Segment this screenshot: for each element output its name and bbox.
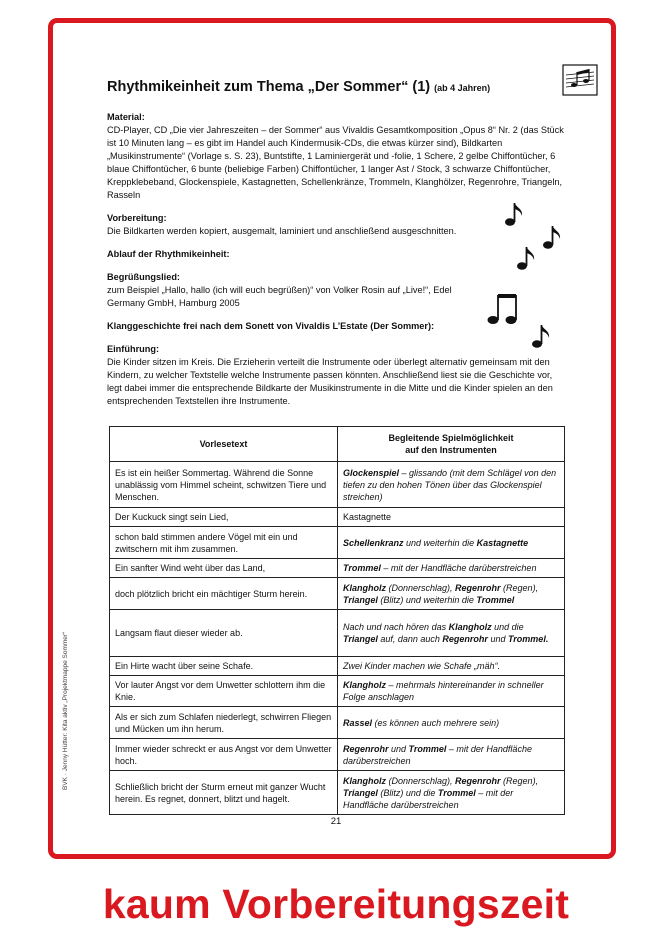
- table-row: [110, 508, 565, 527]
- instruction: – mit der Handfläche darüberstreichen: [380, 563, 537, 573]
- instruction: (Blitz) und die: [377, 787, 438, 798]
- instrument: Trommel: [408, 743, 447, 754]
- instruction: und: [388, 743, 409, 754]
- instruction: – mehrmals hintereinander in schneller Folge anschlagen: [343, 680, 544, 702]
- instrument: Schellenkranz: [343, 537, 404, 548]
- row-text: Als er sich zum Schlafen niederlegt, schwirren Fliegen und Mücken um ihn herum.: [110, 707, 338, 739]
- row-instrument: [338, 508, 565, 527]
- col-vorlesetext-header: Vorlesetext: [110, 427, 338, 462]
- begruessung-section: [107, 271, 567, 310]
- instrument: Kastagnette: [476, 537, 529, 548]
- instruction: Nach und nach hören das: [343, 622, 449, 632]
- row-instrument: [338, 610, 565, 657]
- row-instrument: [338, 559, 565, 578]
- instrument: Trommel: [476, 594, 515, 605]
- einfuehrung-text: Die Kinder sitzen im Kreis. Die Erzieherin verteilt die Instrumente oder überlegt alternativ gemeinsam mit den Kindern, zu welcher Textstelle welche Instrumente passen könnten. Anschließend liest sie die Geschichte vor, legt dabei immer die entsprechende Bildkarte der Musikinstrumente in die Mitte und die Kinder spielen an den entsprechenden Textstellen ihre Instrumente.: [107, 357, 553, 406]
- side-credit: BVK · Jenny Hütter: Kita aktiv „Projektmappe Sommer“: [62, 631, 69, 790]
- instruction: (es können auch mehrere sein): [372, 717, 500, 728]
- row-instrument: [338, 676, 565, 707]
- instruction: und: [487, 634, 508, 644]
- klanggeschichte-label: Klanggeschichte frei nach dem Sonett von Vivaldis L’Estate (Der Sommer):: [107, 321, 435, 331]
- page-title: [107, 78, 567, 97]
- einfuehrung-label: Einführung:: [107, 344, 160, 354]
- instruction: – glissando (mit dem Schlägel von den tiefen zu den hohen Tönen über das Glockenspiel streichen): [343, 467, 557, 502]
- instrument: Trommel: [437, 787, 476, 798]
- table-row: [110, 559, 565, 578]
- row-instrument: [338, 739, 565, 771]
- ablauf-label: Ablauf der Rhythmikeinheit:: [107, 249, 230, 259]
- material-section: [107, 111, 567, 202]
- row-instrument: [338, 527, 565, 559]
- instruction: und weiterhin die: [403, 537, 477, 548]
- einfuehrung-section: [107, 343, 567, 408]
- table-header: [110, 427, 565, 462]
- instruction: (Regen),: [500, 582, 539, 593]
- instrument: Regenrohr: [442, 634, 488, 644]
- instrument: Regenrohr: [455, 582, 501, 593]
- page-number: 21: [330, 816, 342, 827]
- instruction: Zwei Kinder machen wie Schafe „mäh“.: [343, 661, 501, 671]
- table-row: [110, 707, 565, 739]
- instrument: Trommel.: [507, 634, 549, 644]
- row-instrument: [338, 771, 565, 815]
- begruessung-label: Begrüßungslied:: [107, 272, 180, 282]
- row-text: Ein sanfter Wind weht über das Land,: [110, 559, 338, 578]
- instruction: – mit der Handfläche darüberstreichen: [343, 743, 532, 766]
- instrument: Klangholz: [343, 680, 386, 690]
- table-row: [110, 527, 565, 559]
- content: [107, 78, 567, 408]
- instrument: Trommel: [343, 563, 381, 573]
- klanggeschichte-section: [107, 320, 567, 333]
- instrument: Glockenspiel: [343, 467, 400, 478]
- instrument: Regenrohr: [343, 743, 389, 754]
- table-row: [110, 739, 565, 771]
- story-table: [109, 426, 565, 815]
- music-sheet-icon: [562, 64, 598, 96]
- instrument: Triangel: [343, 787, 378, 798]
- vorbereitung-section: [107, 212, 567, 238]
- row-text: schon bald stimmen andere Vögel mit ein und zwitschern mit ihm zusammen.: [110, 527, 338, 559]
- header-line1: Begleitende Spielmöglichkeit: [388, 433, 514, 443]
- instrument: Klangholz: [448, 622, 492, 632]
- instrument: Kastagnette: [343, 512, 392, 522]
- table-row: [110, 657, 565, 676]
- instruction: – mit der Handfläche darüberstreichen: [343, 787, 514, 810]
- row-text: doch plötzlich bricht ein mächtiger Sturm herein.: [110, 578, 338, 610]
- banner-text: kaum Vorbereitungszeit: [102, 881, 570, 927]
- title-main: Rhythmikeinheit zum Thema „Der Sommer“ (1): [107, 79, 431, 95]
- row-text: Der Kuckuck singt sein Lied,: [110, 508, 338, 527]
- table-row: [110, 610, 565, 657]
- instrument: Triangel: [343, 594, 378, 605]
- row-text: Es ist ein heißer Sommertag. Während die Sonne unablässig vom Himmel scheint, schwitzen Tiere und Menschen.: [110, 462, 338, 508]
- row-instrument: [338, 578, 565, 610]
- row-instrument: [338, 462, 565, 508]
- instruction: (Donnerschlag),: [386, 582, 456, 593]
- material-label: Material:: [107, 112, 145, 122]
- vorbereitung-text: Die Bildkarten werden kopiert, ausgemalt, laminiert und anschließend ausgeschnitten.: [107, 226, 457, 236]
- row-text: Langsam flaut dieser wieder ab.: [110, 610, 338, 657]
- instruction: (Blitz) und weiterhin die: [377, 594, 477, 605]
- table-row: [110, 462, 565, 508]
- instruction: (Donnerschlag),: [386, 775, 456, 786]
- title-age: (ab 4 Jahren): [434, 83, 491, 93]
- table-row: [110, 578, 565, 610]
- row-text: Schließlich bricht der Sturm erneut mit ganzer Wucht herein. Es regnet, donnert, blitzt und hagelt.: [110, 771, 338, 815]
- row-text: Immer wieder schreckt er aus Angst vor dem Unwetter hoch.: [110, 739, 338, 771]
- instruction: auf, dann auch: [377, 634, 443, 644]
- col-spiel-header: [338, 427, 565, 462]
- instrument: Klangholz: [343, 582, 386, 593]
- vorbereitung-label: Vorbereitung:: [107, 213, 167, 223]
- ablauf-section: [107, 248, 567, 261]
- instruction: (Regen),: [500, 775, 539, 786]
- material-text: CD-Player, CD „Die vier Jahreszeiten – der Sommer“ aus Vivaldis Gesamtkomposition „Opus 8“ Nr. 2 (das Stück ist 10 Minuten lang – es gibt im Handel auch Kindermusik-CDs, die etwas kürzer sind), Bildkarten „Musikinstrumente“ (Vorlage s. S. 23), Buntstifte, 1 Laminiergerät und -folie, 1 Schere, 2 gelbe Chiffontücher, 6 blaue Chiffontücher, 6 bunte (beliebige Farben) Chiffontücher, 1 langer Ast / Stock, 3 schwarze Chiffontücher, Kreppklebeband, Glockenspiele, Kastagnetten, Schellenkränze, Trommeln, Klanghölzer, Regenrohre, Triangeln, Rasseln: [107, 125, 564, 200]
- table-row: [110, 771, 565, 815]
- instrument: Triangel: [343, 634, 378, 644]
- instrument: Klangholz: [343, 775, 386, 786]
- table-row: [110, 676, 565, 707]
- instrument: Regenrohr: [455, 775, 501, 786]
- row-text: Vor lauter Angst vor dem Unwetter schlottern ihm die Knie.: [110, 676, 338, 707]
- row-instrument: [338, 657, 565, 676]
- instruction: und die: [491, 622, 524, 632]
- header-line2: auf den Instrumenten: [405, 445, 497, 455]
- begruessung-text: zum Beispiel „Hallo, hallo (ich will euch begrüßen)“ von Volker Rosin auf „Live!“, Edel Germany GmbH, Hamburg 2005: [107, 285, 452, 308]
- row-text: Ein Hirte wacht über seine Schafe.: [110, 657, 338, 676]
- row-instrument: [338, 707, 565, 739]
- instrument: Rassel: [343, 717, 373, 728]
